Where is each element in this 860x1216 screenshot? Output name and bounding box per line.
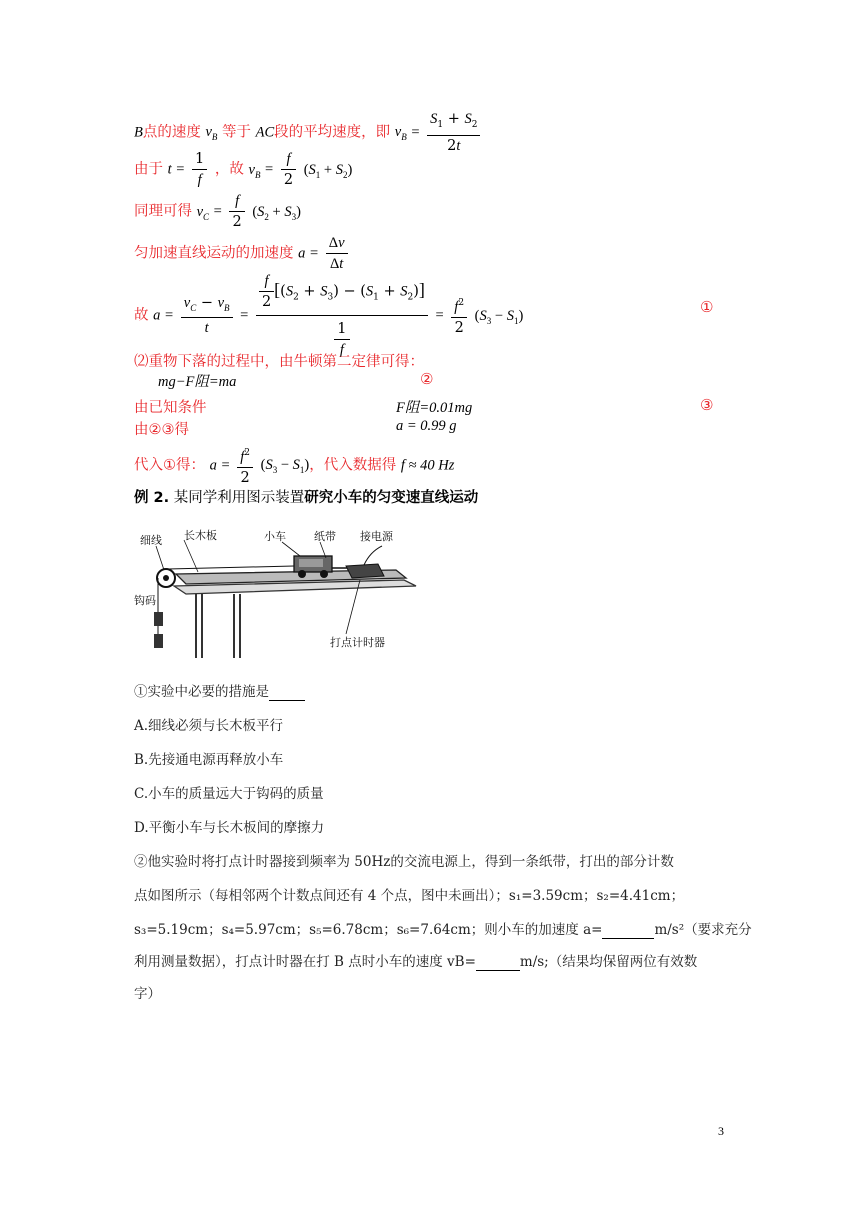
- acceleration-formula-line: 故 a = $\frac{v_C - v_B}{t}$ = $\frac{f}{2}$ $[(S_2 + S_3) - (S_1 + S_2)]$ $\frac{1}{f}$ = $\frac{f^2}{2}$ $(S_3 - S_1)$: [134, 273, 524, 358]
- text-fragment: 匀加速直线运动的加速度: [134, 245, 294, 262]
- label-string: 细线: [140, 534, 162, 547]
- example-bold-text: 研究小车的匀变速直线运动: [304, 490, 479, 506]
- fraction: $\frac{v_C - v_B}{t}$: [181, 294, 233, 338]
- equation-resistance: F阻=0.01mg: [396, 400, 473, 416]
- text-fragment: 同理可得: [134, 203, 192, 220]
- equation-marker-1: ①: [700, 298, 714, 316]
- question-2-line-3-unit: m/s²（要求充分: [654, 922, 752, 938]
- velocity-b-line: B点的速度 $v_B$ 等于 AC段的平均速度，即 $v_B$ = $\frac{S_1 + S_2}{2t}$: [134, 110, 483, 155]
- option-c: C.小车的质量远大于钩码的质量: [134, 786, 324, 802]
- question-2-line-4: [134, 950, 697, 971]
- question-1-prompt: [134, 680, 305, 701]
- derive-line: 由②③得: [134, 422, 189, 438]
- equation-marker-3: ③: [700, 396, 714, 414]
- frequency-result: f ≈ 40 Hz: [400, 457, 455, 474]
- ticker-timer: [346, 564, 384, 578]
- fraction: $\frac{f^2}{2}$: [237, 444, 253, 487]
- equation-marker-2: ②: [420, 370, 434, 388]
- example-text: 某同学利用图示装置: [173, 490, 305, 506]
- fraction: $\frac{f}{2}$: [281, 150, 296, 189]
- string: [168, 566, 294, 569]
- substitution-line: 代入①得： a = $\frac{f^2}{2}$ $(S_3 - S_1)$，代入数据得 f ≈ 40 Hz: [134, 444, 454, 487]
- answer-blank-velocity[interactable]: [476, 954, 520, 971]
- weight-1: [154, 612, 163, 626]
- acceleration-def-line: 匀加速直线运动的加速度 a = $\frac{\Delta v}{\Delta t}$: [134, 234, 351, 273]
- question-2-line-1: ②他实验时将打点计时器接到频率为 50Hz的交流电源上，得到一条纸带，打出的部分计数: [134, 854, 674, 870]
- fraction: $\frac{f^2}{2}$: [451, 294, 467, 337]
- fraction: $\frac{1}{f}$: [192, 150, 207, 189]
- table-legs: [196, 594, 240, 658]
- text-fragment: 代入①得：: [134, 457, 205, 474]
- equation-newton: mg−F阻=ma: [158, 374, 237, 390]
- answer-blank-acceleration[interactable]: [602, 922, 654, 939]
- label-tape: 纸带: [314, 530, 336, 543]
- page-number: 3: [718, 1124, 724, 1138]
- question-2-line-4-text: 利用测量数据），打点计时器在打 B 点时小车的速度 vB=: [134, 954, 476, 970]
- text-fragment: ，代入数据得: [309, 457, 397, 474]
- answer-blank-1[interactable]: [269, 684, 305, 701]
- text-fragment: 段的平均速度，即: [274, 124, 391, 141]
- label-power: 接电源: [360, 530, 393, 543]
- question-2-line-4-unit: m/s;（结果均保留两位有效数: [519, 954, 698, 970]
- fraction: $\frac{S_1 + S_2}{2t}$: [427, 110, 480, 155]
- fraction: $\frac{f}{2}$ $[(S_2 + S_3) - (S_1 + S_2)]$ $\frac{1}{f}$: [256, 272, 428, 359]
- option-a: A.细线必须与长木板平行: [134, 718, 284, 734]
- equation-acceleration-value: a = 0.99 g: [396, 418, 457, 434]
- text-fragment: 由于: [134, 161, 163, 178]
- weight-2: [154, 634, 163, 648]
- example-heading: [134, 486, 478, 507]
- question-1-text: ①实验中必要的措施是: [134, 684, 269, 700]
- question-2-line-2: 点如图所示（每相邻两个计数点间还有 4 个点，图中未画出）；s₁=3.59cm；s₂=4.41cm；: [134, 888, 685, 904]
- text-fragment: 点的速度: [142, 124, 201, 141]
- question-2-line-3: [134, 918, 752, 939]
- since-t-line: 由于 t = $\frac{1}{f}$ ，故 $v_B$ = $\frac{f}{2}$ $(S_1 + S_2)$: [134, 151, 353, 188]
- text-fragment: ，故: [214, 161, 244, 178]
- option-b: B.先接通电源再释放小车: [134, 752, 284, 768]
- segment-ac-label: AC: [255, 124, 275, 141]
- option-d: D.平衡小车与长木板间的摩擦力: [134, 820, 325, 836]
- newton-law-line: ⑵重物下落的过程中，由牛顿第二定律可得：: [134, 354, 424, 370]
- example-number: 例 2.: [134, 490, 170, 506]
- question-2-line-5: 字）: [134, 986, 161, 1002]
- text-fragment: 等于: [222, 124, 252, 141]
- point-b-label: B: [134, 124, 143, 141]
- velocity-c-line: 同理可得 $v_C$ = $\frac{f}{2}$ $(S_2 + S_3)$: [134, 193, 301, 230]
- label-cart: 小车: [264, 530, 286, 543]
- text-fragment: 故: [134, 307, 149, 324]
- label-board: 长木板: [184, 529, 217, 542]
- fraction: $\frac{f}{2}$: [229, 192, 244, 231]
- label-weight: 钩码: [134, 594, 156, 607]
- apparatus-figure: [134, 528, 424, 668]
- fraction: $\frac{\Delta v}{\Delta t}$: [326, 234, 348, 273]
- question-2-line-3-text: s₃=5.19cm；s₄=5.97cm；s₅=6.78cm；s₆=7.64cm；则小车的加速度 a=: [134, 922, 603, 938]
- given-condition-line: 由已知条件: [134, 400, 207, 416]
- label-timer: 打点计时器: [330, 636, 385, 649]
